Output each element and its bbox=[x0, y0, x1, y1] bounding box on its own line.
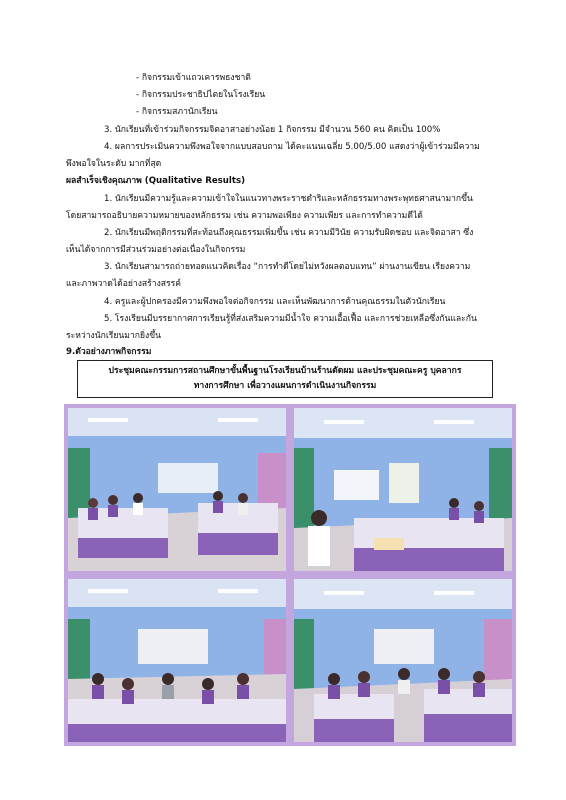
list-item-flag: - กิจกรรมเข้าแถวเคารพธงชาติ bbox=[136, 73, 251, 83]
qualitative-item-5-line2: ระหว่างนักเรียนมากยิ่งขึ้น bbox=[66, 331, 161, 341]
qualitative-item-2-line1: 2. นักเรียนมีพฤติกรรมที่สะท้อนถึงคุณธรรมเพิ่มขึ้น เช่น ความมีวินัย ความรับผิดชอบ และจิตอาสา ซึ่ง bbox=[104, 228, 474, 238]
qualitative-item-1-line1: 1. นักเรียนมีความรู้และความเข้าใจในแนวทางพระราชดำริและหลักธรรมทางพระพุทธศาสนามากขึ้น bbox=[104, 194, 473, 204]
qualitative-item-1-line2: โดยสามารถอธิบายความหมายของหลักธรรม เช่น ความพอเพียง ความเพียร และการทำความดีได้ bbox=[66, 211, 423, 221]
list-item-student-council: - กิจกรรมสภานักเรียน bbox=[136, 107, 218, 117]
qualitative-item-5-line1: 5. โรงเรียนมีบรรยากาศการเรียนรู้ที่ส่งเสริมความมีน้ำใจ ความเอื้อเฟื้อ และการช่วยเหลือซึ่งกันและกัน bbox=[104, 314, 477, 324]
qualitative-item-4: 4. ครูและผู้ปกครองมีความพึงพอใจต่อกิจกรรม และเห็นพัฒนาการด้านคุณธรรมในตัวนักเรียน bbox=[104, 297, 446, 307]
activity-photo-2 bbox=[294, 408, 512, 571]
quantitative-item-4-line2: พึงพอใจในระดับ มากที่สุด bbox=[66, 159, 162, 169]
photo-caption-line1: ประชุมคณะกรรมการสถานศึกษาขั้นพื้นฐานโรงเรียนบ้านร้านตัดผม และประชุมคณะครู บุคลากร bbox=[108, 366, 462, 376]
activity-photo-3 bbox=[68, 579, 286, 742]
photo-collage bbox=[64, 404, 516, 746]
list-item-democracy: - กิจกรรมประชาธิปไตยในโรงเรียน bbox=[136, 90, 266, 100]
qualitative-heading: ผลสำเร็จเชิงคุณภาพ (Qualitative Results) bbox=[66, 176, 245, 186]
activity-photo-1 bbox=[68, 408, 286, 571]
qualitative-item-3-line1: 3. นักเรียนสามารถถ่ายทอดแนวคิดเรื่อง “การทำดีโดยไม่หวังผลตอบแทน” ผ่านงานเขียน เรียงความ bbox=[104, 262, 471, 272]
photo-caption-line2: ทางการศึกษา เพื่อวางแผนการดำเนินงานกิจกรรม bbox=[193, 381, 377, 391]
qualitative-item-2-line2: เห็นได้จากการมีส่วนร่วมอย่างต่อเนื่องในกิจกรรม bbox=[66, 245, 246, 255]
section-9-heading: 9.ตัวอย่างภาพกิจกรรม bbox=[66, 347, 152, 357]
activity-photo-4 bbox=[294, 579, 512, 742]
qualitative-item-3-line2: และภาพวาดได้อย่างสร้างสรรค์ bbox=[66, 279, 182, 289]
photo-caption-box bbox=[77, 360, 493, 398]
quantitative-item-4-line1: 4. ผลการประเมินความพึงพอใจจากแบบสอบถาม ได้คะแนนเฉลี่ย 5.00/5.00 แสดงว่าผู้เข้าร่วมมีความ bbox=[104, 142, 480, 152]
quantitative-item-3: 3. นักเรียนที่เข้าร่วมกิจกรรมจิตอาสาอย่างน้อย 1 กิจกรรม มีจำนวน 560 คน คิดเป็น 100% bbox=[104, 125, 441, 135]
